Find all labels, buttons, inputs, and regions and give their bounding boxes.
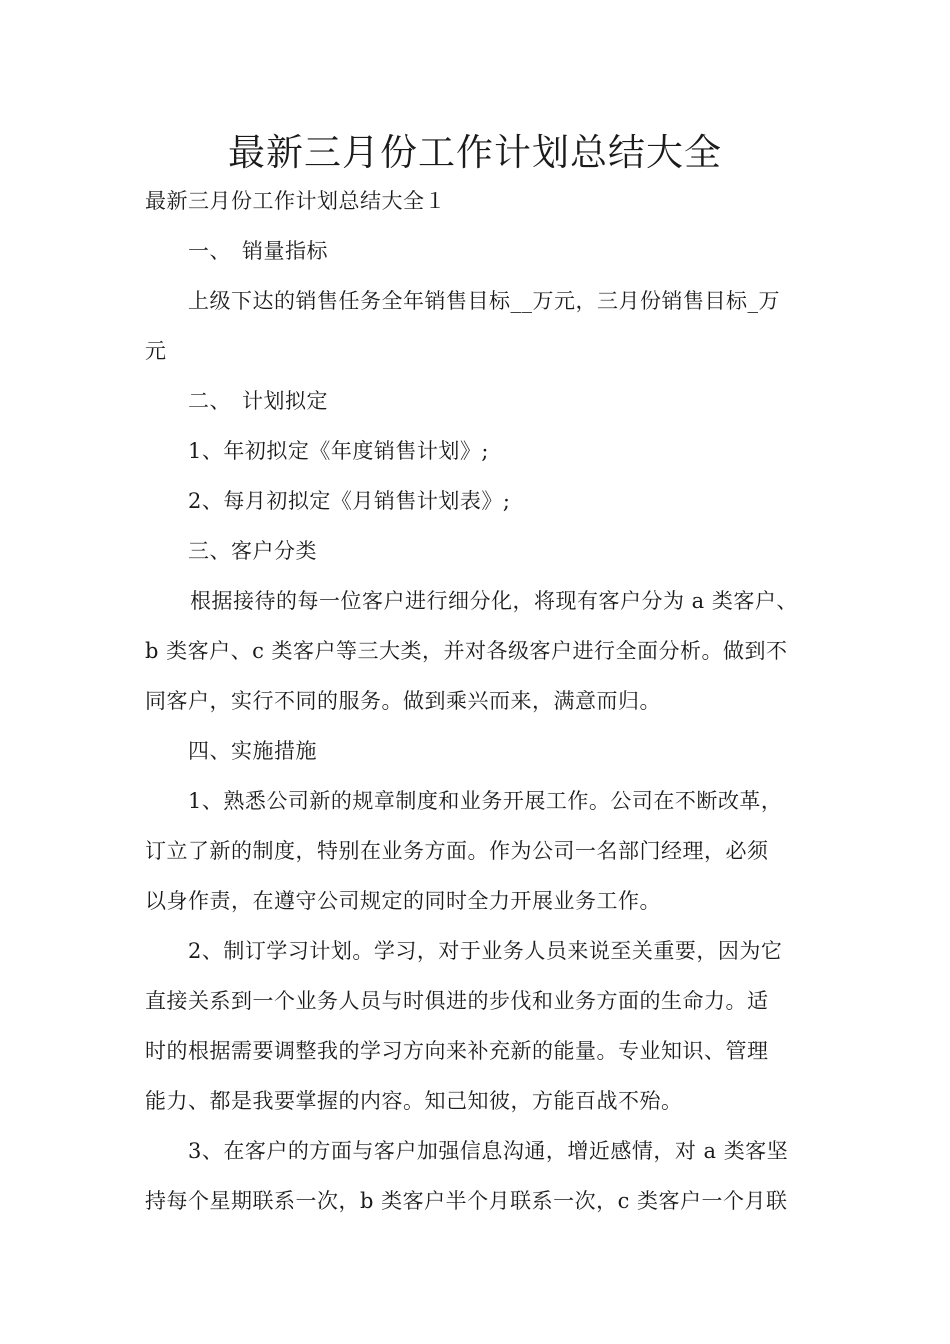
paragraph-line: 上级下达的销售任务全年销售目标__万元，三月份销售目标_万 bbox=[188, 289, 780, 313]
subheading-customer-classification: 三、客户分类 bbox=[188, 539, 317, 563]
section-heading: 最新三月份工作计划总结大全１ bbox=[145, 189, 446, 213]
paragraph-line: 持每个星期联系一次，b 类客户半个月联系一次，c 类客户一个月联 bbox=[145, 1189, 788, 1213]
paragraph-line: 直接关系到一个业务人员与时俱进的步伐和业务方面的生命力。适 bbox=[145, 989, 769, 1013]
paragraph-line: 同客户，实行不同的服务。做到乘兴而来，满意而归。 bbox=[145, 689, 661, 713]
paragraph-line: 1、熟悉公司新的规章制度和业务开展工作。公司在不断改革， bbox=[188, 789, 783, 813]
list-item: 2、每月初拟定《月销售计划表》; bbox=[188, 489, 511, 513]
paragraph-line: 元 bbox=[145, 339, 167, 363]
paragraph-line: 2、制订学习计划。学习，对于业务人员来说至关重要，因为它 bbox=[188, 939, 783, 963]
paragraph-line: 根据接待的每一位客户进行细分化，将现有客户分为 a 类客户、 bbox=[190, 589, 798, 613]
paragraph-line: 订立了新的制度，特别在业务方面。作为公司一名部门经理，必须 bbox=[145, 839, 769, 863]
paragraph-line: 能力、都是我要掌握的内容。知己知彼，方能百战不殆。 bbox=[145, 1089, 683, 1113]
subheading-measures: 四、实施措施 bbox=[188, 739, 317, 763]
paragraph-line: 时的根据需要调整我的学习方向来补充新的能量。专业知识、管理 bbox=[145, 1039, 769, 1063]
document-title: 最新三月份工作计划总结大全 bbox=[228, 131, 722, 174]
paragraph-line: b 类客户、c 类客户等三大类，并对各级客户进行全面分析。做到不 bbox=[145, 639, 788, 663]
subheading-plan: 二、 计划拟定 bbox=[188, 389, 328, 413]
paragraph-line: 3、在客户的方面与客户加强信息沟通，增近感情，对 a 类客坚 bbox=[188, 1139, 789, 1163]
subheading-sales-target: 一、 销量指标 bbox=[188, 239, 328, 263]
list-item: 1、年初拟定《年度销售计划》; bbox=[188, 439, 489, 463]
paragraph-line: 以身作责，在遵守公司规定的同时全力开展业务工作。 bbox=[145, 889, 661, 913]
